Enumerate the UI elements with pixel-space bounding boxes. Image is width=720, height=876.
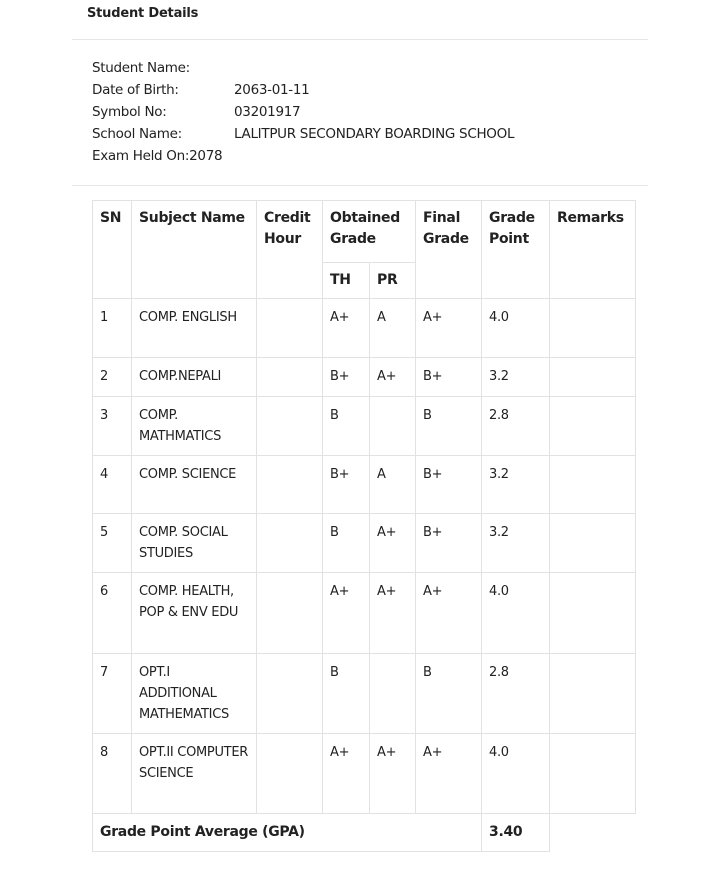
cell-credit xyxy=(257,358,323,397)
cell-remarks xyxy=(550,397,636,456)
divider xyxy=(72,185,648,186)
cell-th: B+ xyxy=(323,456,370,514)
gpa-row xyxy=(93,814,636,852)
cell-pr: A+ xyxy=(370,358,416,397)
cell-subject: OPT.I ADDITIONAL MATHEMATICS xyxy=(132,654,257,734)
cell-subject: COMP. SCIENCE xyxy=(132,456,257,514)
table-row xyxy=(93,573,636,654)
dob-value: 2063-01-11 xyxy=(234,82,310,98)
cell-credit xyxy=(257,456,323,514)
cell-subject: OPT.II COMPUTER SCIENCE xyxy=(132,734,257,814)
cell-credit xyxy=(257,299,323,358)
header-obtained: Obtained Grade xyxy=(323,201,416,263)
cell-pr: A+ xyxy=(370,734,416,814)
cell-gp: 4.0 xyxy=(482,573,550,654)
cell-subject: COMP. MATHMATICS xyxy=(132,397,257,456)
section-title: Student Details xyxy=(87,6,199,21)
cell-credit xyxy=(257,397,323,456)
cell-subject: COMP.NEPALI xyxy=(132,358,257,397)
cell-remarks xyxy=(550,299,636,358)
symbol-value: 03201917 xyxy=(234,104,301,120)
cell-credit xyxy=(257,514,323,573)
cell-remarks xyxy=(550,573,636,654)
table-row xyxy=(93,514,636,573)
cell-remarks xyxy=(550,734,636,814)
header-final: Final Grade xyxy=(416,201,482,299)
cell-credit xyxy=(257,573,323,654)
cell-pr xyxy=(370,654,416,734)
cell-remarks xyxy=(550,514,636,573)
cell-pr xyxy=(370,397,416,456)
cell-th: B xyxy=(323,654,370,734)
cell-gp: 3.2 xyxy=(482,456,550,514)
cell-subject: COMP. HEALTH, POP & ENV EDU xyxy=(132,573,257,654)
cell-pr: A xyxy=(370,456,416,514)
table-row xyxy=(93,734,636,814)
header-sn: SN xyxy=(93,201,132,299)
student-info xyxy=(92,57,514,167)
cell-th: B+ xyxy=(323,358,370,397)
cell-pr: A+ xyxy=(370,514,416,573)
cell-subject: COMP. ENGLISH xyxy=(132,299,257,358)
cell-sn: 1 xyxy=(93,299,132,358)
cell-final: B+ xyxy=(416,514,482,573)
grade-table xyxy=(92,200,636,852)
cell-final: B xyxy=(416,397,482,456)
cell-gp: 3.2 xyxy=(482,358,550,397)
symbol-label: Symbol No: xyxy=(92,104,167,120)
dob-label: Date of Birth: xyxy=(92,82,179,98)
table-row xyxy=(93,456,636,514)
cell-pr: A xyxy=(370,299,416,358)
table-row xyxy=(93,654,636,734)
cell-sn: 2 xyxy=(93,358,132,397)
header-remarks: Remarks xyxy=(550,201,636,299)
cell-th: B xyxy=(323,514,370,573)
table-row xyxy=(93,397,636,456)
cell-th: A+ xyxy=(323,573,370,654)
cell-gp: 3.2 xyxy=(482,514,550,573)
cell-gp: 4.0 xyxy=(482,734,550,814)
cell-sn: 6 xyxy=(93,573,132,654)
header-th: TH xyxy=(323,263,370,299)
cell-th: A+ xyxy=(323,734,370,814)
cell-final: A+ xyxy=(416,299,482,358)
school-label: School Name: xyxy=(92,126,182,142)
cell-sn: 8 xyxy=(93,734,132,814)
header-subject: Subject Name xyxy=(132,201,257,299)
cell-final: A+ xyxy=(416,734,482,814)
header-credit: Credit Hour xyxy=(257,201,323,299)
cell-gp: 2.8 xyxy=(482,397,550,456)
cell-th: A+ xyxy=(323,299,370,358)
cell-final: B+ xyxy=(416,358,482,397)
table-row xyxy=(93,299,636,358)
cell-remarks xyxy=(550,456,636,514)
cell-sn: 5 xyxy=(93,514,132,573)
cell-sn: 7 xyxy=(93,654,132,734)
cell-remarks xyxy=(550,654,636,734)
school-value: LALITPUR SECONDARY BOARDING SCHOOL xyxy=(234,126,515,142)
cell-final: A+ xyxy=(416,573,482,654)
exam-value: 2078 xyxy=(189,148,223,164)
gpa-label: Grade Point Average (GPA) xyxy=(93,814,482,852)
cell-final: B+ xyxy=(416,456,482,514)
cell-gp: 2.8 xyxy=(482,654,550,734)
table-row xyxy=(93,358,636,397)
cell-final: B xyxy=(416,654,482,734)
cell-th: B xyxy=(323,397,370,456)
cell-credit xyxy=(257,734,323,814)
student-name-label: Student Name: xyxy=(92,60,190,76)
cell-remarks xyxy=(550,358,636,397)
cell-credit xyxy=(257,654,323,734)
cell-sn: 3 xyxy=(93,397,132,456)
gpa-value: 3.40 xyxy=(482,814,550,852)
cell-sn: 4 xyxy=(93,456,132,514)
cell-pr: A+ xyxy=(370,573,416,654)
exam-label: Exam Held On: xyxy=(92,148,190,164)
header-pr: PR xyxy=(370,263,416,299)
cell-subject: COMP. SOCIAL STUDIES xyxy=(132,514,257,573)
divider xyxy=(72,39,648,40)
header-gp: Grade Point xyxy=(482,201,550,299)
cell-gp: 4.0 xyxy=(482,299,550,358)
